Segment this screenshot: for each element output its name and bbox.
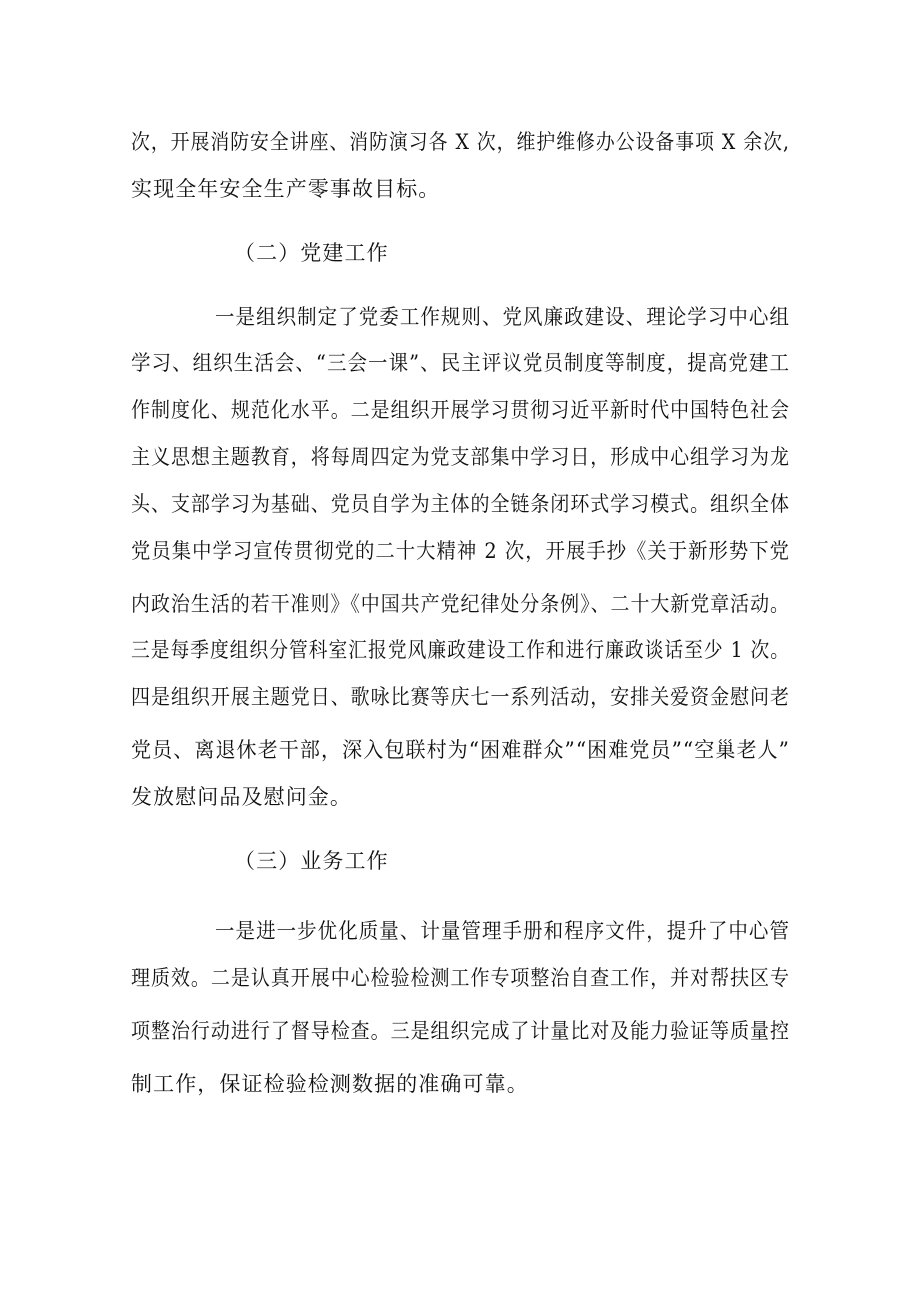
party-line-7: 内政治生活的若干准则》《中国共产党纪律处分条例》、二十大新党章活动。 bbox=[131, 592, 790, 616]
party-line-6: 党员集中学习宣传贯彻党的二十大精神 2 次，开展手抄《关于新形势下党 bbox=[131, 539, 790, 563]
party-line-11: 发放慰问品及慰问金。 bbox=[131, 785, 352, 809]
business-line-2: 理质效。二是认真开展中心检验检测工作专项整治自查工作，并对帮扶区专 bbox=[131, 966, 790, 990]
business-line-1: 一是进一步优化质量、计量管理手册和程序文件，提升了中心管 bbox=[215, 919, 791, 943]
party-line-5: 头、支部学习为基础、党员自学为主体的全链条闭环式学习模式。组织全体 bbox=[131, 492, 790, 516]
party-line-9: 四是组织开展主题党日、歌咏比赛等庆七一系列活动，安排关爱资金慰问老 bbox=[131, 685, 790, 709]
party-line-1: 一是组织制定了党委工作规则、党风廉政建设、理论学习中心组 bbox=[215, 305, 791, 329]
party-line-10: 党员、离退休老干部，深入包联村为“困难群众”“困难党员”“空巢老人” bbox=[131, 738, 790, 762]
party-line-8: 三是每季度组织分管科室汇报党风廉政建设工作和进行廉政谈话至少 1 次。 bbox=[131, 638, 790, 662]
safety-line-2: 实现全年安全生产零事故目标。 bbox=[131, 177, 441, 201]
party-line-4: 主义思想主题教育，将每周四定为党支部集中学习日，形成中心组学习为龙 bbox=[131, 445, 790, 469]
section-heading-business: （三）业务工作 bbox=[234, 849, 389, 873]
party-line-3: 作制度化、规范化水平。二是组织开展学习贯彻习近平新时代中国特色社会 bbox=[131, 398, 790, 422]
business-line-3: 项整治行动进行了督导检查。三是组织完成了计量比对及能力验证等质量控 bbox=[131, 1019, 790, 1043]
section-heading-party: （二）党建工作 bbox=[234, 241, 389, 265]
party-line-2: 学习、组织生活会、“三会一课”、民主评议党员制度等制度，提高党建工 bbox=[131, 351, 791, 375]
business-line-4: 制工作，保证检验检测数据的准确可靠。 bbox=[131, 1072, 529, 1096]
safety-line-1: 次，开展消防安全讲座、消防演习各 X 次，维护维修办公设备事项 X 余次, bbox=[131, 130, 790, 154]
